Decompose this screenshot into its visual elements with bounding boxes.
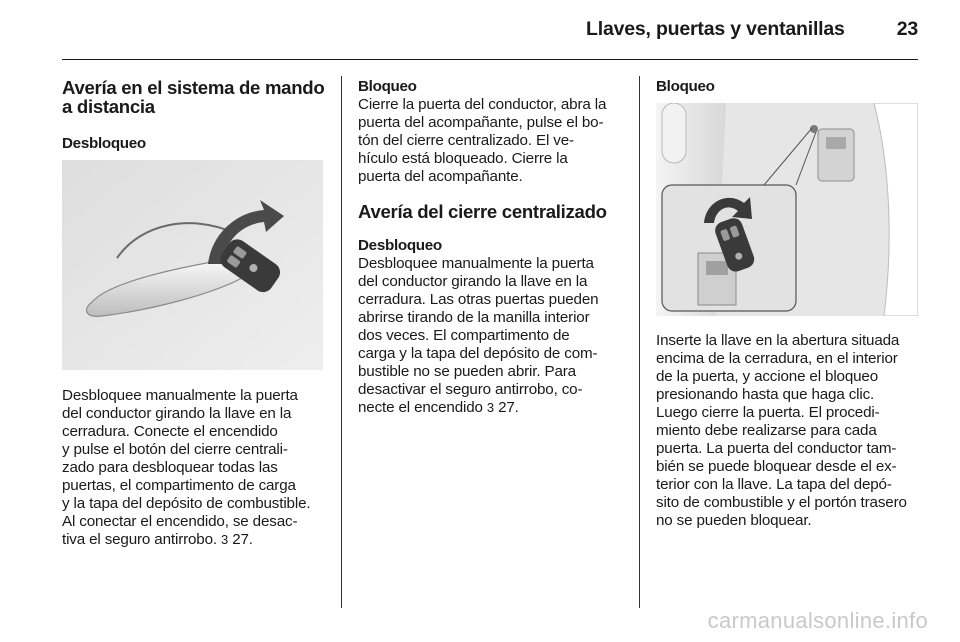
col2-subheading-unlock: Desbloqueo — [358, 237, 442, 254]
text-line: hículo está bloqueado. Cierre la — [358, 150, 568, 167]
text-line: carga y la tapa del depósito de com- — [358, 345, 598, 362]
col1-subheading: Desbloqueo — [62, 135, 146, 152]
text-line: zado para desbloquear todas las — [62, 459, 278, 476]
text-line — [62, 531, 332, 549]
text-line: presionando hasta que haga clic. — [656, 386, 875, 403]
col2-subheading-lock: Bloqueo — [358, 78, 417, 95]
text-line: Desbloquee manualmente la puerta — [62, 387, 298, 404]
page-reference[interactable]: 27. — [232, 531, 253, 548]
col3-body — [656, 332, 924, 530]
chapter-title: Llaves, puertas y ventanillas — [586, 18, 845, 40]
text-line: del conductor girando la llave en la — [62, 405, 292, 422]
text-line: abrirse tirando de la manilla interior — [358, 309, 590, 326]
text-line: bustible no se pueden abrir. Para — [358, 363, 576, 380]
text-line: sito de combustible y el portón trasero — [656, 494, 907, 511]
text-line: bién se puede bloquear desde el ex- — [656, 458, 897, 475]
text-line: puerta. La puerta del conductor tam- — [656, 440, 897, 457]
door-lock-illustration — [656, 103, 918, 316]
text-line: miento debe realizarse para cada — [656, 422, 877, 439]
text-line: Desbloquee manualmente la puerta — [358, 255, 594, 272]
text-line: Inserte la llave en la abertura situada — [656, 332, 900, 349]
text-line: puerta del acompañante. — [358, 168, 523, 185]
text-line: Luego cierre la puerta. El procedi- — [656, 404, 880, 421]
page-reference-arrow-icon: 3 — [221, 532, 229, 547]
col2-heading: Avería del cierre centralizado — [358, 201, 607, 222]
running-header — [586, 18, 918, 41]
text-line: no se pueden bloquear. — [656, 512, 812, 529]
text-line: Al conectar el encendido, se desac- — [62, 513, 298, 530]
col2-block1 — [358, 78, 630, 186]
text-line: puerta del acompañante, pulse el bo- — [358, 114, 604, 131]
text-line: de la puerta, y accione el bloqueo — [656, 368, 879, 385]
column-divider-1 — [341, 76, 342, 608]
watermark: carmanualsonline.info — [707, 608, 928, 633]
text-line: Cierre la puerta del conductor, abra la — [358, 96, 607, 113]
text-line: dos veces. El compartimento de — [358, 327, 570, 344]
text-line: del conductor girando la llave en la — [358, 273, 588, 290]
text-line: cerradura. Conecte el encendido — [62, 423, 278, 440]
col1-body — [62, 387, 332, 549]
text-line — [358, 399, 630, 417]
col2-block2 — [358, 237, 630, 417]
text-line-end: necte el encendido — [358, 399, 483, 416]
col3-subheading: Bloqueo — [656, 78, 715, 95]
text-line: cerradura. Las otras puertas pueden — [358, 291, 599, 308]
page-number: 23 — [896, 18, 918, 40]
text-line: puertas, el compartimento de carga — [62, 477, 296, 494]
text-line-end: tiva el seguro antirrobo. — [62, 531, 217, 548]
header-rule — [62, 59, 918, 60]
page-reference-arrow-icon: 3 — [486, 400, 494, 415]
text-line: y la tapa del depósito de combustible. — [62, 495, 311, 512]
page-reference[interactable]: 27. — [498, 399, 519, 416]
column-divider-2 — [639, 76, 640, 608]
text-line: encima de la cerradura, en el interior — [656, 350, 898, 367]
text-line: terior con la llave. La tapa del depó- — [656, 476, 892, 493]
door-handle-unlock-illustration — [62, 160, 323, 370]
text-line: y pulse el botón del cierre centrali- — [62, 441, 288, 458]
text-line: desactivar el seguro antirrobo, co- — [358, 381, 583, 398]
col1-heading: Avería en el sistema de mando a distancia — [62, 77, 325, 117]
text-line: tón del cierre centralizado. El ve- — [358, 132, 574, 149]
